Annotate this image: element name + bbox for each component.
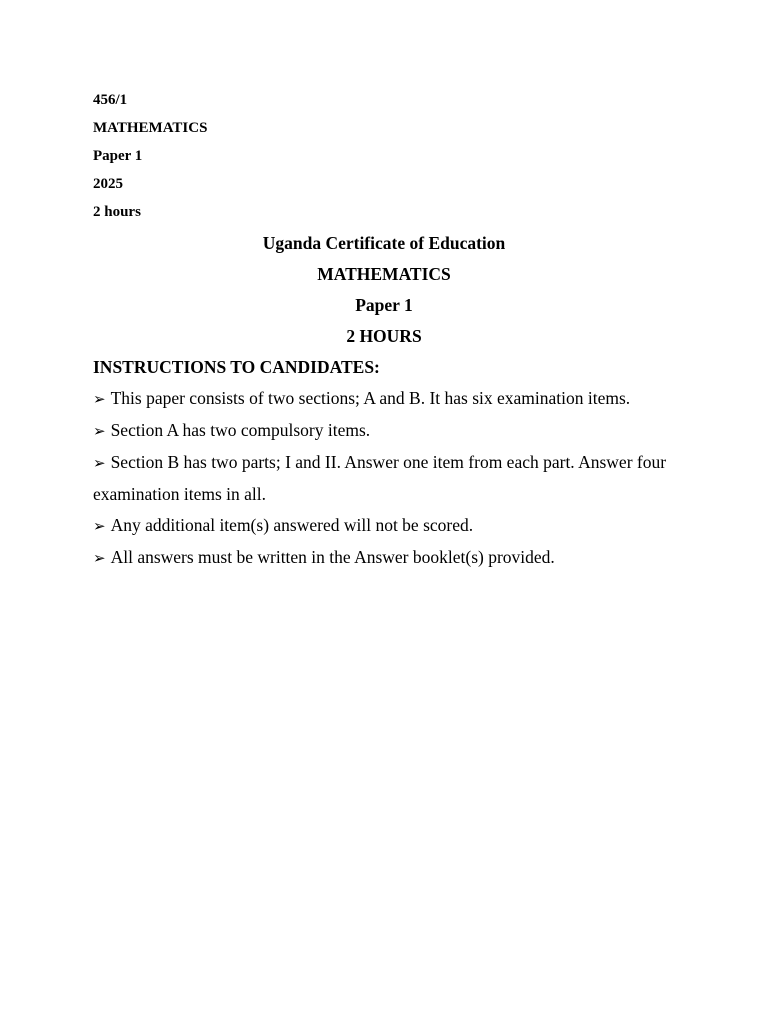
instruction-text: All answers must be written in the Answer booklet(s) provided.: [110, 547, 555, 567]
bullet-arrow-icon: ➢: [93, 454, 106, 472]
instruction-item: [93, 415, 675, 447]
instructions-section: [93, 352, 675, 574]
title-block: [93, 228, 675, 352]
paper-year: 2025: [93, 176, 123, 192]
instruction-item: [93, 510, 675, 542]
bullet-arrow-icon: ➢: [93, 390, 106, 408]
instruction-item: [93, 447, 675, 510]
paper-number: Paper 1: [93, 148, 143, 164]
exam-board-title: Uganda Certificate of Education: [262, 233, 506, 253]
exam-paper-title: Paper 1: [355, 295, 413, 315]
instruction-text: This paper consists of two sections; A and B. It has six examination items.: [110, 388, 631, 408]
paper-subject: MATHEMATICS: [93, 120, 208, 136]
instruction-text: Any additional item(s) answered will not be scored.: [110, 515, 474, 535]
instruction-text: Section A has two compulsory items.: [110, 420, 371, 440]
exam-duration-title: 2 HOURS: [346, 326, 422, 346]
instruction-item: [93, 542, 675, 574]
bullet-arrow-icon: ➢: [93, 422, 106, 440]
paper-meta-block: [93, 86, 675, 226]
exam-subject-title: MATHEMATICS: [317, 264, 451, 284]
paper-code: 456/1: [93, 92, 128, 108]
bullet-arrow-icon: ➢: [93, 517, 106, 535]
bullet-arrow-icon: ➢: [93, 549, 106, 567]
paper-duration: 2 hours: [93, 204, 141, 220]
instructions-heading: INSTRUCTIONS TO CANDIDATES:: [93, 357, 380, 377]
instruction-text: Section B has two parts; I and II. Answer one item from each part. Answer four examination items in all.: [93, 452, 667, 504]
instruction-item: [93, 383, 675, 415]
